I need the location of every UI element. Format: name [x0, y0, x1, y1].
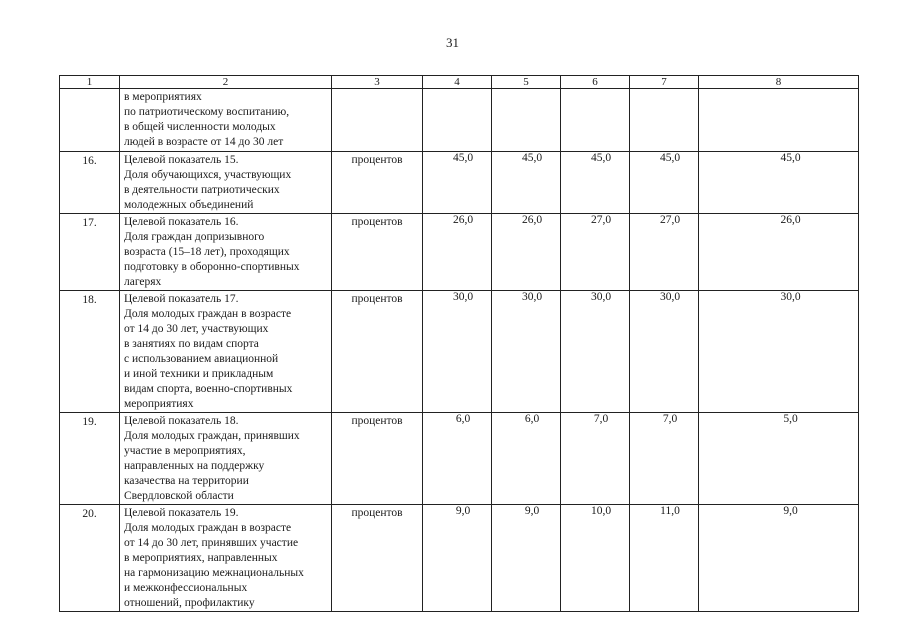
description-line: с использованием авиационной	[124, 353, 279, 365]
value-cell: 9,0	[492, 505, 561, 612]
description-line: молодежных объединений	[124, 199, 254, 211]
value-cell: 26,0	[423, 214, 492, 291]
value-cell: 45,0	[492, 152, 561, 214]
row-number	[60, 89, 120, 152]
table-row	[60, 291, 859, 413]
description-line: Доля молодых граждан, принявших	[124, 430, 300, 442]
description-line: возраста (15–18 лет), проходящих	[124, 246, 290, 258]
indicator-description	[120, 291, 332, 413]
value-cell: 10,0	[561, 505, 630, 612]
column-number-header: 8	[699, 76, 859, 89]
value-cell: 6,0	[492, 413, 561, 505]
value-cell: 7,0	[630, 413, 699, 505]
description-line: казачества на территории	[124, 475, 249, 487]
indicator-description	[120, 505, 332, 612]
value-cell: 9,0	[423, 505, 492, 612]
column-number-header: 2	[120, 76, 332, 89]
description-line: в общей численности молодых	[124, 121, 276, 133]
indicator-description	[120, 214, 332, 291]
row-number: 18.	[60, 291, 120, 413]
value-cell: 30,0	[699, 291, 859, 413]
description-line: на гармонизацию межнациональных	[124, 567, 304, 579]
unit-cell	[332, 89, 423, 152]
description-line: Доля граждан допризывного	[124, 231, 265, 243]
value-cell: 45,0	[561, 152, 630, 214]
table-row	[60, 413, 859, 505]
value-cell: 7,0	[561, 413, 630, 505]
description-line: от 14 до 30 лет, участвующих	[124, 323, 269, 335]
description-line: Целевой показатель 18.	[124, 415, 239, 427]
indicator-description	[120, 413, 332, 505]
value-cell: 45,0	[699, 152, 859, 214]
description-line: от 14 до 30 лет, принявших участие	[124, 537, 299, 549]
table-row	[60, 505, 859, 612]
column-number-row	[60, 76, 859, 89]
description-line: и иной техники и прикладным	[124, 368, 274, 380]
value-cell: 9,0	[699, 505, 859, 612]
table-row	[60, 214, 859, 291]
description-line: людей в возрасте от 14 до 30 лет	[124, 136, 284, 148]
value-cell	[423, 89, 492, 152]
description-line: Целевой показатель 16.	[124, 216, 239, 228]
value-cell: 26,0	[699, 214, 859, 291]
column-number-header: 1	[60, 76, 120, 89]
description-line: Доля молодых граждан в возрасте	[124, 522, 292, 534]
unit-cell: процентов	[332, 291, 423, 413]
table-row	[60, 89, 859, 152]
description-line: отношений, профилактику	[124, 597, 255, 609]
row-number: 20.	[60, 505, 120, 612]
unit-cell: процентов	[332, 214, 423, 291]
value-cell: 30,0	[423, 291, 492, 413]
unit-cell: процентов	[332, 152, 423, 214]
indicator-description	[120, 89, 332, 152]
row-number: 19.	[60, 413, 120, 505]
column-number-header: 6	[561, 76, 630, 89]
row-number: 16.	[60, 152, 120, 214]
value-cell	[699, 89, 859, 152]
value-cell: 27,0	[630, 214, 699, 291]
description-line: мероприятиях	[124, 398, 194, 410]
table-row	[60, 152, 859, 214]
value-cell: 5,0	[699, 413, 859, 505]
column-number-header: 4	[423, 76, 492, 89]
column-number-header: 3	[332, 76, 423, 89]
value-cell: 30,0	[492, 291, 561, 413]
description-line: в занятиях по видам спорта	[124, 338, 259, 350]
description-line: и межконфессиональных	[124, 582, 248, 594]
description-line: направленных на поддержку	[124, 460, 265, 472]
column-number-header: 5	[492, 76, 561, 89]
value-cell	[561, 89, 630, 152]
value-cell: 45,0	[630, 152, 699, 214]
description-line: в деятельности патриотических	[124, 184, 280, 196]
description-line: Свердловской области	[124, 490, 234, 502]
description-line: Доля молодых граждан в возрасте	[124, 308, 292, 320]
unit-cell: процентов	[332, 505, 423, 612]
description-line: подготовку в оборонно-спортивных	[124, 261, 300, 273]
description-line: Целевой показатель 17.	[124, 293, 239, 305]
value-cell: 26,0	[492, 214, 561, 291]
value-cell	[630, 89, 699, 152]
description-line: по патриотическому воспитанию,	[124, 106, 290, 118]
indicators-table	[59, 75, 859, 612]
column-number-header: 7	[630, 76, 699, 89]
value-cell: 6,0	[423, 413, 492, 505]
value-cell: 11,0	[630, 505, 699, 612]
value-cell: 45,0	[423, 152, 492, 214]
unit-cell: процентов	[332, 413, 423, 505]
description-line: в мероприятиях	[124, 91, 202, 103]
row-number: 17.	[60, 214, 120, 291]
description-line: Целевой показатель 15.	[124, 154, 239, 166]
description-line: в мероприятиях, направленных	[124, 552, 278, 564]
description-line: Доля обучающихся, участвующих	[124, 169, 292, 181]
page-number: 31	[446, 35, 459, 50]
description-line: лагерях	[124, 276, 162, 288]
description-line: видам спорта, военно-спортивных	[124, 383, 293, 395]
value-cell	[492, 89, 561, 152]
value-cell: 27,0	[561, 214, 630, 291]
description-line: участие в мероприятиях,	[124, 445, 246, 457]
description-line: Целевой показатель 19.	[124, 507, 239, 519]
value-cell: 30,0	[561, 291, 630, 413]
indicator-description	[120, 152, 332, 214]
value-cell: 30,0	[630, 291, 699, 413]
